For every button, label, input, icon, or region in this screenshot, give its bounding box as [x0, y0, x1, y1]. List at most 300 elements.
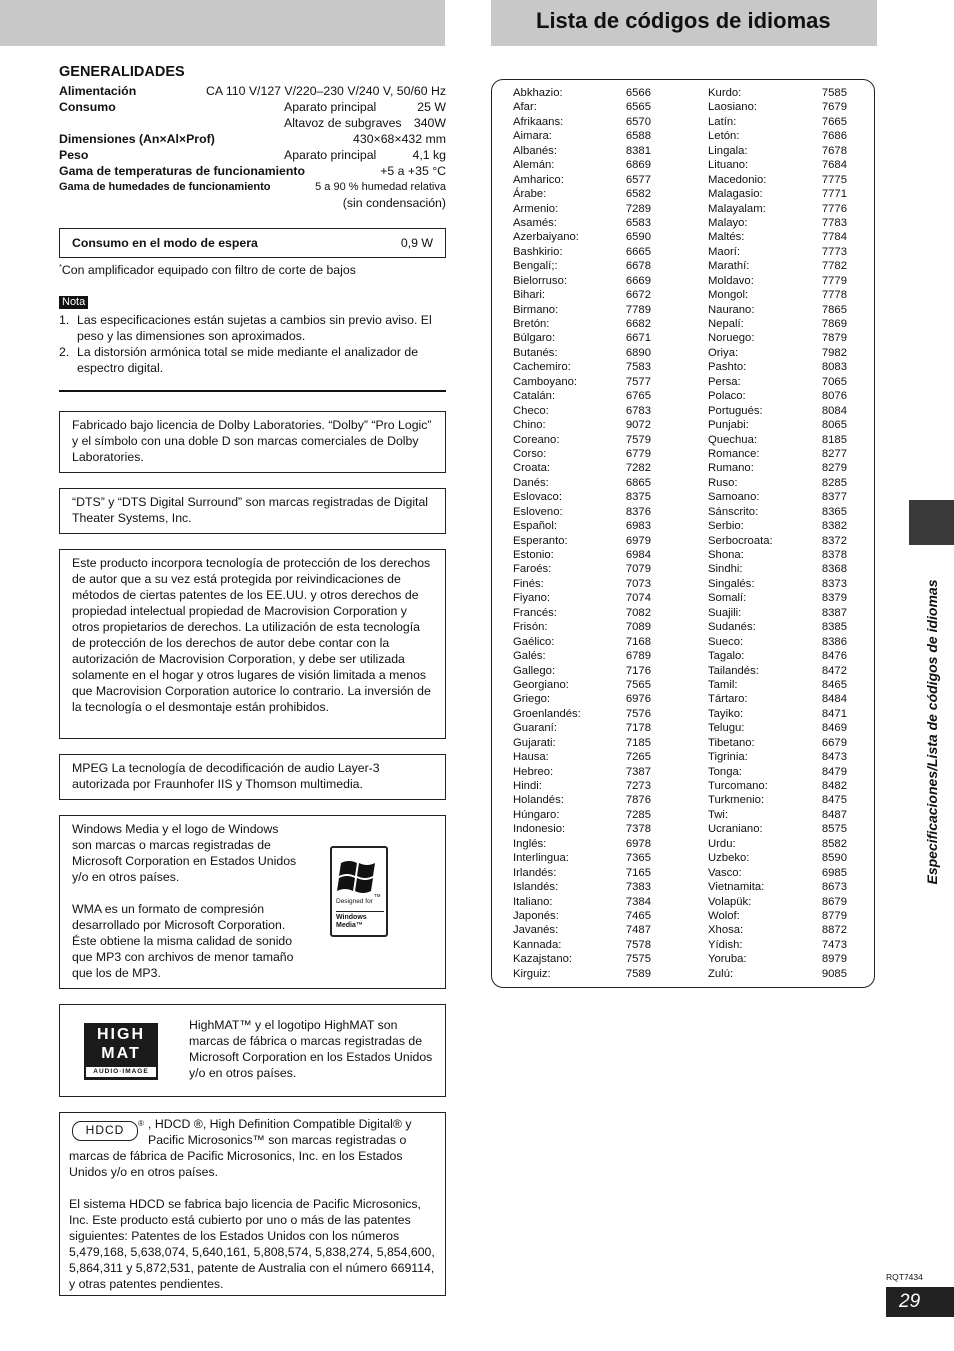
language-code: 7387: [625, 765, 651, 778]
language-name: Malagasio:: [708, 188, 763, 201]
spec-row: [59, 115, 446, 131]
language-row: [513, 476, 651, 490]
language-name: Sánscrito:: [708, 505, 759, 518]
language-row: [513, 158, 651, 172]
language-code: 9072: [625, 419, 651, 432]
language-code: 7365: [625, 852, 651, 865]
language-row: [708, 909, 847, 923]
language-row: [708, 317, 847, 331]
language-row: [513, 303, 651, 317]
spec-value: 5 a 90 % humedad relativa: [315, 181, 446, 193]
language-name: Gujarati:: [513, 736, 556, 749]
spec-key: Consumo: [59, 100, 116, 114]
language-name: Lingala:: [708, 144, 748, 157]
language-name: Somalí:: [708, 592, 747, 605]
language-code: 6565: [625, 101, 651, 114]
language-name: Ruso:: [708, 476, 738, 489]
language-row: [708, 433, 847, 447]
language-code: 8375: [625, 491, 651, 504]
language-row: [513, 606, 651, 620]
language-code: 7165: [625, 866, 651, 879]
highmat-box: [59, 1004, 446, 1097]
language-code: 7282: [625, 462, 651, 475]
language-row: [708, 230, 847, 244]
language-row: [513, 967, 651, 981]
language-code: 7686: [821, 130, 847, 143]
specifications-section: [59, 64, 446, 375]
language-row: [708, 490, 847, 504]
language-name: Malayalam:: [708, 202, 766, 215]
language-name: Macedonio:: [708, 173, 767, 186]
language-row: [708, 115, 847, 129]
language-code: 7465: [625, 909, 651, 922]
language-row: [708, 793, 847, 807]
language-row: [513, 736, 651, 750]
spec-subkey: Aparato principal: [284, 100, 377, 114]
language-code: 7178: [625, 722, 651, 735]
language-row: [708, 158, 847, 172]
windows-logo-designed: Designed for: [336, 898, 373, 905]
page-number: 29: [886, 1287, 954, 1317]
language-name: Kazajstano:: [513, 953, 573, 966]
page-title: Lista de códigos de idiomas: [536, 8, 831, 33]
language-name: Armenio:: [513, 202, 559, 215]
hdcd-logo: HDCD: [72, 1121, 138, 1141]
language-row: [708, 750, 847, 764]
spec-value: 430×68×432 mm: [353, 132, 446, 146]
language-row: [708, 866, 847, 880]
spec-value: 4,1 kg: [412, 148, 446, 162]
language-code: 8465: [821, 678, 847, 691]
language-row: [513, 144, 651, 158]
language-row: [513, 346, 651, 360]
language-name: Yídish:: [708, 938, 743, 951]
language-name: Tailandés:: [708, 664, 759, 677]
language-name: Oriya:: [708, 346, 739, 359]
language-name: Tibetano:: [708, 736, 755, 749]
language-row: [708, 822, 847, 836]
language-name: Groenlandés:: [513, 707, 581, 720]
language-row: [708, 129, 847, 143]
language-code: 7073: [625, 577, 651, 590]
footnote: [59, 262, 356, 277]
language-name: Bashkirio:: [513, 245, 563, 258]
language-name: Wolof:: [708, 909, 740, 922]
language-name: Tigrinia:: [708, 751, 748, 764]
language-row: [513, 678, 651, 692]
language-row: [708, 692, 847, 706]
windows-media-box: [59, 815, 446, 989]
windows-flag-icon: [337, 854, 381, 898]
spec-row: [59, 99, 446, 115]
language-name: Inglés:: [513, 837, 547, 850]
language-code: 7575: [625, 953, 651, 966]
language-name: Griego:: [513, 693, 551, 706]
language-code: 6679: [821, 736, 847, 749]
language-row: [513, 187, 651, 201]
language-row: [513, 86, 651, 100]
language-row: [708, 519, 847, 533]
language-name: Maltés:: [708, 231, 745, 244]
language-name: Afar:: [513, 101, 537, 114]
language-row: [513, 216, 651, 230]
language-code: 6570: [625, 115, 651, 128]
language-name: Sudanés:: [708, 621, 756, 634]
language-name: Kurdo:: [708, 87, 742, 99]
windows-media-text: Windows Media y el logo de Windows son marcas o marcas registradas de Microsoft Corporation en Estados Unidos y/o en otros países. WMA es un formato de compresión desarrollado por Microsoft Corporation. Éste obtiene la misma calidad de sonido que MP3 con archivos de menor tamaño que los de MP3.: [72, 822, 297, 980]
language-code: 7876: [625, 794, 651, 807]
language-code: 8475: [821, 794, 847, 807]
language-row: [513, 173, 651, 187]
language-row: [708, 967, 847, 981]
language-name: Islandés:: [513, 881, 559, 894]
language-name: Twi:: [708, 808, 729, 821]
language-code: 7583: [625, 361, 651, 374]
language-name: Pashto:: [708, 361, 747, 374]
language-name: Irlandés:: [513, 866, 557, 879]
language-name: Persa:: [708, 375, 741, 388]
language-name: Rumano:: [708, 462, 754, 475]
language-code: 6665: [625, 245, 651, 258]
language-code: 7473: [821, 938, 847, 951]
language-code: 6869: [625, 159, 651, 172]
language-row: [513, 649, 651, 663]
language-row: [708, 591, 847, 605]
language-code: 8376: [625, 505, 651, 518]
language-row: [513, 895, 651, 909]
dts-license-box: “DTS” y “DTS Digital Surround” son marcas registradas de Digital Theater Systems, Inc.: [59, 488, 446, 534]
language-name: Danés:: [513, 476, 549, 489]
language-row: [708, 649, 847, 663]
language-name: Latín:: [708, 115, 737, 128]
language-name: Húngaro:: [513, 808, 560, 821]
spec-key: Peso: [59, 148, 89, 162]
windows-logo-divider: [336, 911, 384, 912]
language-code: 6976: [625, 693, 651, 706]
language-row: [708, 216, 847, 230]
language-code: 8387: [821, 606, 847, 619]
language-row: [513, 808, 651, 822]
language-row: [513, 880, 651, 894]
language-name: Asamés:: [513, 216, 557, 229]
standby-value: 0,9 W: [400, 236, 433, 250]
spec-row: [59, 195, 446, 211]
language-row: [513, 202, 651, 216]
language-code: 6789: [625, 650, 651, 663]
mpeg-license-box: MPEG La tecnología de decodificación de audio Layer-3 autorizada por Fraunhofer IIS y Thomson multimedia.: [59, 754, 446, 800]
language-row: [708, 606, 847, 620]
side-section-label: Especificaciones/Lista de códigos de idiomas: [924, 579, 940, 885]
language-code: 7082: [625, 606, 651, 619]
language-code: 6577: [625, 173, 651, 186]
language-code: 7273: [625, 780, 651, 792]
language-row: [708, 952, 847, 966]
language-name: Ucraniano:: [708, 823, 763, 836]
language-name: Catalán:: [513, 390, 556, 403]
language-code: 6985: [821, 866, 847, 879]
language-row: [708, 418, 847, 432]
language-row: [513, 534, 651, 548]
language-row: [513, 779, 651, 793]
language-code: 6669: [625, 274, 651, 287]
language-name: Shona:: [708, 549, 744, 561]
language-row: [513, 418, 651, 432]
language-code: 8076: [821, 390, 847, 403]
language-name: Tártaro:: [708, 693, 748, 706]
language-row: [513, 692, 651, 706]
hdcd-text-rest: marcas de fábrica de Pacific Microsonics, Inc. en los Estados Unidos y/o en otros países. El sistema HDCD se fabrica bajo licencia de Pacific Microsonics, Inc. Este producto está cubierto por uno o más de las patentes siguientes: Patentes de los Estados Unidos con los números 5,479,168, 5,638,074, 5,640,161, 5,808,574, 5,838,274, 5,854,600, 5,864,311 y 5,872,531, patente de Australia con el número 669114, y otras patentes pendientes.: [69, 1149, 435, 1291]
spec-row: [59, 179, 446, 195]
language-name: Alemán:: [513, 159, 555, 172]
language-name: Tagalo:: [708, 650, 745, 663]
language-code: 7089: [625, 621, 651, 634]
language-code: 6984: [625, 549, 651, 561]
spec-row: [59, 131, 446, 147]
language-name: Chino:: [513, 419, 546, 432]
language-name: Vasco:: [708, 866, 742, 879]
spec-subkey: Altavoz de subgraves: [284, 116, 402, 130]
language-name: Guaraní:: [513, 722, 557, 735]
language-row: [708, 620, 847, 634]
language-row: [513, 866, 651, 880]
standby-label: Consumo en el modo de espera: [72, 236, 258, 250]
language-row: [513, 317, 651, 331]
language-name: Kannada:: [513, 938, 562, 951]
language-row: [513, 577, 651, 591]
language-name: Fiyano:: [513, 592, 551, 605]
language-code: 7865: [821, 303, 847, 316]
language-name: Hausa:: [513, 751, 549, 764]
language-name: Romance:: [708, 447, 760, 460]
language-row: [513, 115, 651, 129]
language-name: Vietnamita:: [708, 881, 765, 894]
language-code: 7176: [625, 664, 651, 677]
language-code: 8277: [821, 447, 847, 460]
language-row: [708, 678, 847, 692]
language-code: 8368: [821, 563, 847, 576]
language-code: 6865: [625, 476, 651, 489]
spec-row: [59, 163, 446, 179]
language-row: [513, 490, 651, 504]
language-row: [708, 765, 847, 779]
language-code: 7665: [821, 115, 847, 128]
language-name: Croata:: [513, 462, 551, 475]
language-row: [708, 721, 847, 735]
language-column-1: [513, 86, 651, 981]
language-row: [513, 765, 651, 779]
language-code: 7383: [625, 881, 651, 894]
language-code: 8386: [821, 635, 847, 648]
language-name: Árabe:: [513, 188, 547, 201]
language-row: [513, 519, 651, 533]
language-row: [708, 303, 847, 317]
language-name: Noruego:: [708, 332, 755, 345]
language-row: [708, 274, 847, 288]
language-row: [708, 389, 847, 403]
language-row: [513, 230, 651, 244]
language-code: 8482: [821, 780, 847, 792]
language-row: [513, 375, 651, 389]
language-name: Sindhi:: [708, 563, 743, 576]
language-row: [708, 577, 847, 591]
language-name: Singalés:: [708, 577, 755, 590]
language-code: 8373: [821, 577, 847, 590]
language-code: 7776: [821, 202, 847, 215]
language-row: [708, 895, 847, 909]
spec-value: (sin condensación): [342, 196, 446, 210]
language-name: Tonga:: [708, 765, 742, 778]
language-row: [513, 793, 651, 807]
language-name: Zulú:: [708, 967, 734, 980]
language-name: Letón:: [708, 130, 740, 143]
language-code: 7577: [625, 375, 651, 388]
spec-key: Dimensiones (An×Al×Prof): [59, 132, 215, 146]
language-code: 8590: [821, 852, 847, 865]
note-badge: Nota: [59, 296, 88, 309]
language-row: [708, 635, 847, 649]
language-row: [708, 808, 847, 822]
language-code: 7585: [821, 87, 847, 99]
language-row: [513, 360, 651, 374]
language-code: 7789: [625, 303, 651, 316]
language-row: [513, 707, 651, 721]
language-code: 7079: [625, 563, 651, 576]
language-code: 7775: [821, 173, 847, 186]
document-code: RQT7434: [886, 1272, 923, 1282]
language-name: Marathí:: [708, 260, 750, 273]
language-code: 7982: [821, 346, 847, 359]
language-row: [708, 851, 847, 865]
language-row: [513, 461, 651, 475]
language-name: Uzbeko:: [708, 852, 750, 865]
language-row: [513, 562, 651, 576]
language-name: Gallego:: [513, 664, 556, 677]
language-name: Azerbaiyano:: [513, 231, 579, 244]
language-name: Aimara:: [513, 130, 552, 143]
language-code: 6783: [625, 404, 651, 417]
language-code: 7869: [821, 318, 847, 330]
language-code: 7678: [821, 144, 847, 157]
spec-key: Gama de temperaturas de funcionamiento: [59, 164, 305, 178]
language-code: 6682: [625, 318, 651, 330]
language-codes-table: [491, 79, 875, 988]
language-code: 8673: [821, 881, 847, 894]
language-name: Camboyano:: [513, 375, 578, 388]
language-row: [513, 923, 651, 937]
language-code: 8065: [821, 419, 847, 432]
language-name: Polaco:: [708, 390, 746, 403]
language-code: 7185: [625, 736, 651, 749]
language-code: 6779: [625, 447, 651, 460]
language-name: Tamil:: [708, 678, 738, 691]
language-code: 8484: [821, 693, 847, 706]
language-code: 8469: [821, 722, 847, 735]
language-name: Nepalí:: [708, 318, 744, 330]
language-row: [708, 476, 847, 490]
spec-value: CA 110 V/127 V/220–230 V/240 V, 50/60 Hz: [206, 84, 446, 98]
spec-subkey: Aparato principal: [284, 148, 377, 162]
language-code: 8084: [821, 404, 847, 417]
language-code: 7565: [625, 678, 651, 691]
spec-row: [59, 147, 446, 163]
standby-consumption-box: [59, 228, 446, 258]
language-code: 7578: [625, 938, 651, 951]
language-code: 8385: [821, 621, 847, 634]
language-code: 7265: [625, 751, 651, 764]
language-row: [513, 274, 651, 288]
specs-table: [59, 83, 446, 211]
language-name: Afrikaans:: [513, 115, 564, 128]
language-name: Abkhazio:: [513, 87, 563, 99]
language-row: [708, 346, 847, 360]
language-row: [513, 505, 651, 519]
header-bar-right: [491, 0, 877, 46]
language-row: [708, 837, 847, 851]
language-code: 7679: [821, 101, 847, 114]
language-name: Holandés:: [513, 794, 564, 807]
language-name: Esloveno:: [513, 505, 563, 518]
language-code: 8083: [821, 361, 847, 374]
language-row: [708, 360, 847, 374]
language-name: Laosiano:: [708, 101, 757, 114]
language-row: [708, 187, 847, 201]
language-row: [708, 331, 847, 345]
language-code: 8472: [821, 664, 847, 677]
language-name: Portugués:: [708, 404, 763, 417]
language-code: 8872: [821, 924, 847, 937]
language-row: [513, 822, 651, 836]
language-code: 6983: [625, 520, 651, 533]
language-row: [513, 721, 651, 735]
language-row: [513, 404, 651, 418]
language-row: [513, 129, 651, 143]
windows-logo-name: Windows Media™: [336, 914, 367, 929]
language-code: 7778: [821, 289, 847, 302]
language-row: [513, 591, 651, 605]
language-code: 6765: [625, 390, 651, 403]
language-code: 7576: [625, 707, 651, 720]
language-row: [708, 375, 847, 389]
language-code: 7384: [625, 895, 651, 908]
language-code: 7074: [625, 592, 651, 605]
language-code: 6566: [625, 87, 651, 99]
note-item: 2. La distorsión armónica total se mide mediante el analizador de espectro digital.: [59, 345, 419, 375]
language-name: Punjabi:: [708, 419, 749, 432]
language-name: Volapük:: [708, 895, 752, 908]
language-name: Faroés:: [513, 563, 552, 576]
language-name: Samoano:: [708, 491, 760, 504]
language-row: [708, 288, 847, 302]
language-code: 7684: [821, 159, 847, 172]
language-code: 8378: [821, 549, 847, 561]
language-code: 8381: [625, 144, 651, 157]
language-name: Tayiko:: [708, 707, 744, 720]
language-code: 8476: [821, 650, 847, 663]
language-code: 7065: [821, 375, 847, 388]
language-name: Búlgaro:: [513, 332, 556, 345]
language-row: [708, 736, 847, 750]
language-name: Bielorruso:: [513, 274, 567, 287]
spec-value: 340W: [413, 116, 446, 130]
language-code: 7782: [821, 260, 847, 273]
hdcd-text-first: , HDCD ®, High Definition Compatible Digital® y Pacific Microsonics™ son marcas registradas o: [148, 1117, 412, 1147]
language-name: Galés:: [513, 650, 546, 663]
language-column-2: [708, 86, 847, 981]
section-side-tab: [909, 500, 954, 545]
language-code: 7784: [821, 231, 847, 244]
language-code: 8377: [821, 491, 847, 504]
language-name: Serbio:: [708, 520, 744, 533]
